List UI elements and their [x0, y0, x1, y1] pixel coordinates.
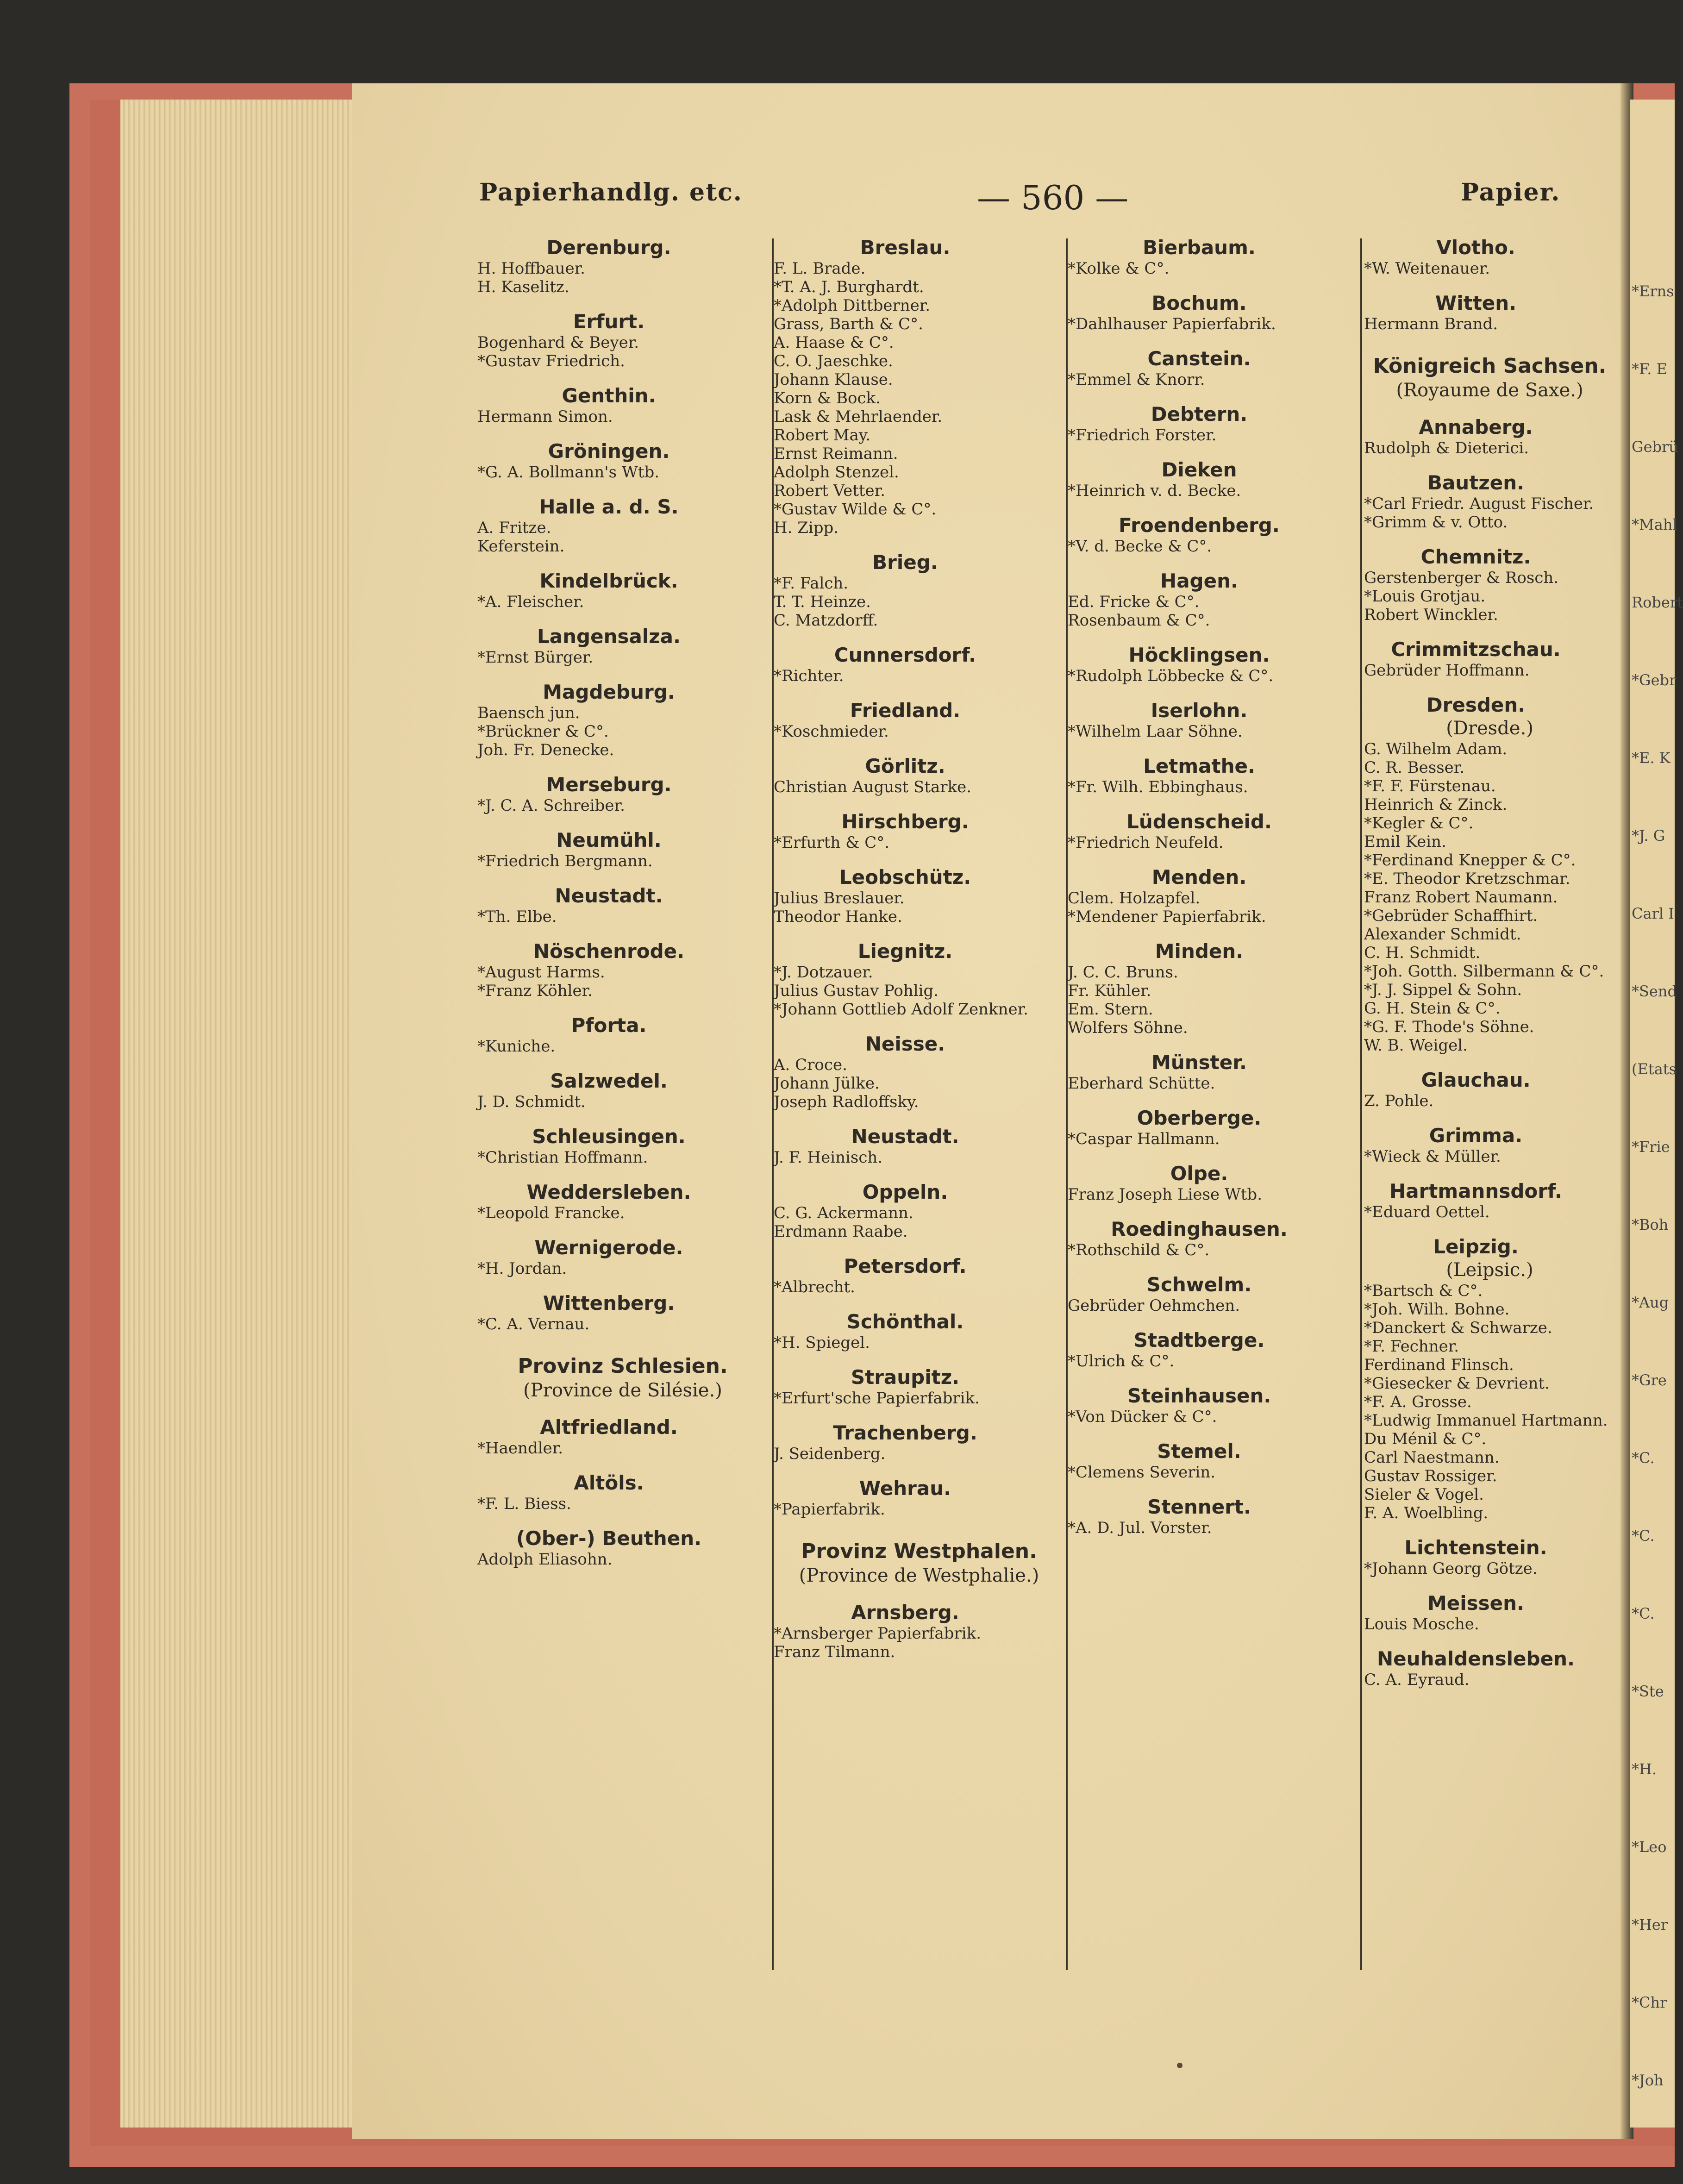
- firm-entry: Erdmann Raabe.: [774, 1222, 908, 1241]
- city-heading: Steinhausen.: [1127, 1384, 1271, 1407]
- city-heading: Gröningen.: [548, 440, 670, 463]
- firm-entry: Christian August Starke.: [774, 778, 972, 796]
- city-heading: Langensalza.: [537, 625, 681, 648]
- firm-entry: Adolph Stenzel.: [774, 463, 899, 482]
- city-heading: Oberberge.: [1137, 1107, 1262, 1129]
- city-heading: Höcklingsen.: [1128, 644, 1270, 666]
- city-heading: Breslau.: [860, 236, 951, 259]
- firm-entry: *Carl Friedr. August Fischer.: [1364, 494, 1594, 513]
- next-page-fragment: Carl I: [1632, 905, 1674, 922]
- firm-entry: *H. Jordan.: [477, 1259, 567, 1278]
- directory-column-4: [1361, 236, 1618, 1689]
- city-heading: Bochum.: [1151, 292, 1247, 314]
- firm-entry: *G. F. Thode's Söhne.: [1364, 1018, 1534, 1036]
- firm-entry: *F. Fechner.: [1364, 1337, 1459, 1356]
- city-heading: Kindelbrück.: [539, 569, 678, 592]
- firm-entry: Clem. Holzapfel.: [1068, 889, 1201, 907]
- city-heading: Görlitz.: [865, 755, 945, 777]
- firm-entry: *Danckert & Schwarze.: [1364, 1319, 1552, 1337]
- city-heading: Petersdorf.: [844, 1255, 967, 1277]
- next-page-fragment: *J. G: [1632, 827, 1665, 845]
- firm-entry: *Albrecht.: [774, 1278, 855, 1296]
- city-heading: Arnsberg.: [851, 1601, 959, 1624]
- city-heading: Grimma.: [1429, 1124, 1523, 1147]
- firm-entry: *Joh. Wilh. Bohne.: [1364, 1300, 1510, 1319]
- city-heading: Neumühl.: [556, 829, 662, 851]
- firm-entry: *Emmel & Knorr.: [1068, 370, 1205, 389]
- city-heading: Annaberg.: [1419, 416, 1533, 438]
- firm-entry: *Giesecker & Devrient.: [1364, 1374, 1550, 1393]
- firm-entry: *Mendener Papierfabrik.: [1068, 907, 1266, 926]
- firm-entry: J. F. Heinisch.: [774, 1148, 883, 1167]
- firm-entry: *Rothschild & C°.: [1068, 1241, 1210, 1259]
- directory-column-3: [1065, 236, 1361, 1537]
- page-number: — 560 —: [977, 178, 1129, 217]
- firm-entry: Franz Joseph Liese Wtb.: [1068, 1185, 1263, 1204]
- city-heading: Altfriedland.: [540, 1416, 678, 1439]
- firm-entry: *F. L. Biess.: [477, 1495, 571, 1513]
- firm-entry: *Wieck & Müller.: [1364, 1147, 1501, 1166]
- firm-entry: A. Croce.: [774, 1056, 847, 1074]
- province-subheading: (Province de Silésie.): [523, 1380, 722, 1401]
- city-heading: Roedinghausen.: [1111, 1218, 1288, 1240]
- next-page-fragment: *Mahl: [1632, 516, 1677, 533]
- firm-entry: F. A. Woelbling.: [1364, 1504, 1489, 1522]
- city-heading: Halle a. d. S.: [539, 495, 679, 518]
- firm-entry: Rosenbaum & C°.: [1068, 611, 1210, 630]
- firm-entry: *Ulrich & C°.: [1068, 1352, 1175, 1370]
- city-heading: Crimmitzschau.: [1391, 638, 1561, 661]
- firm-entry: Carl Naestmann.: [1364, 1448, 1500, 1467]
- firm-entry: J. C. C. Bruns.: [1068, 963, 1178, 982]
- city-heading: Neuhaldensleben.: [1377, 1647, 1575, 1670]
- province-heading: Königreich Sachsen.: [1373, 354, 1607, 378]
- firm-entry: *Louis Grotjau.: [1364, 587, 1486, 606]
- city-heading: Hartmannsdorf.: [1389, 1180, 1562, 1202]
- city-heading: Schwelm.: [1146, 1273, 1252, 1296]
- firm-entry: Robert Winckler.: [1364, 606, 1498, 624]
- city-heading: Hagen.: [1160, 569, 1238, 592]
- next-page-fragment: Gebrü: [1632, 438, 1678, 456]
- next-page-fragment: *Aug: [1632, 1294, 1669, 1311]
- city-heading: Genthin.: [562, 384, 656, 407]
- firm-entry: A. Haase & C°.: [774, 333, 894, 352]
- firm-entry: *Gustav Friedrich.: [477, 352, 625, 370]
- firm-entry: Du Ménil & C°.: [1364, 1430, 1487, 1448]
- city-heading: Bautzen.: [1427, 471, 1525, 494]
- city-heading: Glauchau.: [1421, 1069, 1531, 1091]
- city-heading: Froendenberg.: [1119, 514, 1280, 537]
- firm-entry: Gerstenberger & Rosch.: [1364, 569, 1559, 587]
- firm-entry: T. T. Heinze.: [774, 593, 871, 611]
- firm-entry: Em. Stern.: [1068, 1000, 1153, 1019]
- city-heading: Chemnitz.: [1420, 545, 1531, 568]
- firm-entry: *Caspar Hallmann.: [1068, 1130, 1220, 1148]
- province-heading: Provinz Westphalen.: [801, 1539, 1037, 1563]
- firm-entry: W. B. Weigel.: [1364, 1036, 1468, 1055]
- firm-entry: Fr. Kühler.: [1068, 982, 1151, 1000]
- city-heading: Debtern.: [1151, 403, 1248, 426]
- firm-entry: *Gebrüder Schaffhirt.: [1364, 907, 1538, 925]
- city-subheading: (Leipsic.): [1446, 1259, 1533, 1281]
- firm-entry: Bogenhard & Beyer.: [477, 333, 639, 352]
- next-page-fragment: *Gre: [1632, 1371, 1667, 1389]
- city-heading: Vlotho.: [1436, 236, 1515, 259]
- city-heading: Nöschenrode.: [533, 940, 685, 963]
- city-heading: Hirschberg.: [841, 810, 969, 833]
- firm-entry: *T. A. J. Burghardt.: [774, 278, 924, 296]
- firm-entry: Heinrich & Zinck.: [1364, 795, 1508, 814]
- firm-entry: *Eduard Oettel.: [1364, 1203, 1490, 1221]
- next-page-fragment: *Leo: [1632, 1838, 1667, 1856]
- firm-entry: Eberhard Schütte.: [1068, 1074, 1215, 1093]
- next-page-fragment: *Her: [1632, 1916, 1668, 1934]
- firm-entry: Theodor Hanke.: [774, 907, 902, 926]
- firm-entry: *Clemens Severin.: [1068, 1463, 1216, 1482]
- firm-entry: *J. C. A. Schreiber.: [477, 796, 625, 815]
- firm-entry: Joh. Fr. Denecke.: [477, 741, 614, 759]
- city-heading: Münster.: [1151, 1051, 1247, 1074]
- next-page-fragment: *Joh: [1632, 2071, 1664, 2089]
- city-heading: Meissen.: [1427, 1592, 1524, 1615]
- firm-entry: C. O. Jaeschke.: [774, 352, 893, 370]
- city-heading: Straupitz.: [851, 1366, 960, 1389]
- firm-entry: *Friedrich Bergmann.: [477, 852, 653, 870]
- firm-entry: Robert May.: [774, 426, 871, 444]
- firm-entry: *V. d. Becke & C°.: [1068, 537, 1212, 556]
- firm-entry: Ferdinand Flinsch.: [1364, 1356, 1514, 1374]
- city-heading: Weddersleben.: [526, 1181, 691, 1203]
- page-edges: [120, 100, 357, 2128]
- firm-entry: *F. A. Grosse.: [1364, 1393, 1472, 1411]
- firm-entry: Sieler & Vogel.: [1364, 1485, 1484, 1504]
- next-page-fragment: *Frie: [1632, 1138, 1670, 1156]
- firm-entry: Rudolph & Dieterici.: [1364, 439, 1529, 457]
- next-page-fragment: *Boh: [1632, 1216, 1669, 1233]
- firm-entry: *Brückner & C°.: [477, 722, 609, 741]
- firm-entry: *Leopold Francke.: [477, 1204, 625, 1222]
- city-heading: Trachenberg.: [833, 1421, 977, 1444]
- firm-entry: *F. Falch.: [774, 574, 849, 593]
- city-heading: (Ober-) Beuthen.: [516, 1527, 702, 1550]
- firm-entry: *Joh. Gotth. Silbermann & C°.: [1364, 962, 1604, 981]
- city-heading: Stennert.: [1147, 1496, 1251, 1518]
- city-subheading: (Dresde.): [1446, 718, 1533, 739]
- firm-entry: A. Fritze.: [477, 519, 551, 537]
- firm-entry: *Christian Hoffmann.: [477, 1148, 648, 1167]
- firm-entry: H. Kaselitz.: [477, 278, 569, 296]
- firm-entry: *August Harms.: [477, 963, 605, 982]
- firm-entry: Gebrüder Hoffmann.: [1364, 661, 1530, 680]
- firm-entry: *Von Dücker & C°.: [1068, 1408, 1217, 1426]
- firm-entry: *Koschmieder.: [774, 722, 889, 741]
- firm-entry: Wolfers Söhne.: [1068, 1019, 1188, 1037]
- province-subheading: (Province de Westphalie.): [799, 1565, 1039, 1586]
- firm-entry: *Johann Gottlieb Adolf Zenkner.: [774, 1000, 1028, 1019]
- next-page-edge: [1630, 100, 1683, 2128]
- firm-entry: Joseph Radloffsky.: [774, 1093, 919, 1111]
- next-page-fragment: Robert: [1632, 594, 1683, 611]
- firm-entry: Emil Kein.: [1364, 832, 1446, 851]
- city-heading: Neustadt.: [851, 1125, 959, 1148]
- firm-entry: Lask & Mehrlaender.: [774, 407, 943, 426]
- firm-entry: *Haendler.: [477, 1439, 563, 1458]
- city-heading: Altöls.: [574, 1471, 644, 1494]
- firm-entry: Alexander Schmidt.: [1364, 925, 1521, 944]
- running-header-right: Papier.: [1461, 178, 1561, 207]
- directory-column-1: [475, 236, 771, 1569]
- firm-entry: *Grimm & v. Otto.: [1364, 513, 1508, 532]
- next-page-fragment: *C.: [1632, 1449, 1655, 1467]
- firm-entry: *F. F. Fürstenau.: [1364, 777, 1496, 795]
- firm-entry: *Arnsberger Papierfabrik.: [774, 1624, 982, 1643]
- firm-entry: *H. Spiegel.: [774, 1333, 870, 1352]
- firm-entry: J. D. Schmidt.: [477, 1093, 586, 1111]
- firm-entry: Julius Breslauer.: [774, 889, 905, 907]
- firm-entry: H. Zipp.: [774, 519, 839, 537]
- running-header-left: Papierhandlg. etc.: [479, 178, 743, 207]
- firm-entry: C. R. Besser.: [1364, 758, 1465, 777]
- firm-entry: *Johann Georg Götze.: [1364, 1559, 1538, 1578]
- firm-entry: Robert Vetter.: [774, 482, 886, 500]
- next-page-fragment: (Etats: [1632, 1060, 1677, 1078]
- firm-entry: *Ernst Bürger.: [477, 648, 594, 667]
- firm-entry: *A. Fleischer.: [477, 593, 584, 611]
- directory-column-2: [771, 236, 1067, 1661]
- city-heading: Brieg.: [872, 551, 938, 574]
- firm-entry: Franz Robert Naumann.: [1364, 888, 1558, 907]
- city-heading: Neustadt.: [555, 884, 663, 907]
- city-heading: Erfurt.: [573, 310, 645, 333]
- city-heading: Stemel.: [1157, 1440, 1241, 1463]
- firm-entry: Adolph Eliasohn.: [477, 1550, 613, 1569]
- city-heading: Lüdenscheid.: [1126, 810, 1272, 833]
- city-heading: Minden.: [1155, 940, 1244, 963]
- firm-entry: *Rudolph Löbbecke & C°.: [1068, 667, 1274, 685]
- firm-entry: *Kuniche.: [477, 1037, 556, 1056]
- city-heading: Canstein.: [1147, 347, 1251, 370]
- firm-entry: *Th. Elbe.: [477, 907, 557, 926]
- city-heading: Leobschütz.: [839, 866, 971, 889]
- firm-entry: H. Hoffbauer.: [477, 259, 585, 278]
- firm-entry: *Friedrich Forster.: [1068, 426, 1217, 444]
- firm-entry: Ernst Reimann.: [774, 444, 898, 463]
- next-page-fragment: *C.: [1632, 1605, 1655, 1622]
- firm-entry: Julius Gustav Pohlig.: [774, 982, 939, 1000]
- firm-entry: *Fr. Wilh. Ebbinghaus.: [1068, 778, 1248, 796]
- city-heading: Derenburg.: [546, 236, 671, 259]
- city-heading: Leipzig.: [1433, 1235, 1519, 1258]
- city-heading: Neisse.: [865, 1033, 945, 1055]
- firm-entry: *Bartsch & C°.: [1364, 1282, 1483, 1300]
- city-heading: Pforta.: [571, 1014, 647, 1037]
- city-heading: Iserlohn.: [1151, 699, 1248, 722]
- firm-entry: C. H. Schmidt.: [1364, 944, 1481, 962]
- firm-entry: *Erfurth & C°.: [774, 833, 890, 852]
- city-heading: Wehrau.: [859, 1477, 951, 1500]
- firm-entry: *J. J. Sippel & Sohn.: [1364, 981, 1522, 999]
- city-heading: Dieken: [1161, 458, 1237, 481]
- city-heading: Dresden.: [1426, 694, 1526, 716]
- firm-entry: *J. Dotzauer.: [774, 963, 873, 982]
- firm-entry: *Papierfabrik.: [774, 1500, 885, 1519]
- firm-entry: Franz Tilmann.: [774, 1643, 895, 1661]
- firm-entry: *Friedrich Neufeld.: [1068, 833, 1224, 852]
- city-heading: Wernigerode.: [534, 1236, 683, 1259]
- city-heading: Cunnersdorf.: [834, 644, 976, 666]
- firm-entry: *Adolph Dittberner.: [774, 296, 931, 315]
- city-heading: Oppeln.: [862, 1181, 948, 1203]
- firm-entry: *Kolke & C°.: [1068, 259, 1170, 278]
- city-heading: Salzwedel.: [550, 1070, 668, 1092]
- firm-entry: *Ferdinand Knepper & C°.: [1364, 851, 1576, 870]
- city-heading: Stadtberge.: [1133, 1329, 1265, 1352]
- city-heading: Friedland.: [850, 699, 961, 722]
- firm-entry: *W. Weitenauer.: [1364, 259, 1490, 278]
- city-heading: Olpe.: [1170, 1162, 1228, 1185]
- next-page-fragment: *H.: [1632, 1760, 1657, 1778]
- firm-entry: G. H. Stein & C°.: [1364, 999, 1501, 1018]
- firm-entry: Gustav Rossiger.: [1364, 1467, 1497, 1485]
- firm-entry: Johann Jülke.: [774, 1074, 880, 1093]
- firm-entry: F. L. Brade.: [774, 259, 866, 278]
- city-heading: Witten.: [1435, 292, 1517, 314]
- city-heading: Liegnitz.: [857, 940, 953, 963]
- city-heading: Wittenberg.: [543, 1292, 675, 1314]
- next-page-fragment: *Ste: [1632, 1683, 1664, 1700]
- firm-entry: Johann Klause.: [774, 370, 893, 389]
- firm-entry: Louis Mosche.: [1364, 1615, 1479, 1633]
- firm-entry: *Franz Köhler.: [477, 982, 593, 1000]
- firm-entry: *Dahlhauser Papierfabrik.: [1068, 315, 1276, 333]
- next-page-fragment: *Send: [1632, 982, 1677, 1000]
- firm-entry: *A. D. Jul. Vorster.: [1068, 1519, 1212, 1537]
- next-page-fragment: *Chr: [1632, 1994, 1667, 2011]
- city-heading: Schleusingen.: [532, 1125, 686, 1148]
- next-page-fragment: *Gebr: [1632, 671, 1677, 689]
- city-heading: Bierbaum.: [1143, 236, 1256, 259]
- city-heading: Letmathe.: [1143, 755, 1255, 777]
- firm-entry: Keferstein.: [477, 537, 565, 556]
- firm-entry: Baensch jun.: [477, 704, 580, 722]
- firm-entry: G. Wilhelm Adam.: [1364, 740, 1508, 758]
- firm-entry: C. Matzdorff.: [774, 611, 878, 630]
- firm-entry: *C. A. Vernau.: [477, 1315, 590, 1333]
- firm-entry: Hermann Brand.: [1364, 315, 1498, 333]
- firm-entry: *E. Theodor Kretzschmar.: [1364, 870, 1570, 888]
- firm-entry: *Ludwig Immanuel Hartmann.: [1364, 1411, 1608, 1430]
- firm-entry: *Richter.: [774, 667, 844, 685]
- firm-entry: *Wilhelm Laar Söhne.: [1068, 722, 1243, 741]
- city-heading: Magdeburg.: [543, 681, 675, 703]
- province-heading: Provinz Schlesien.: [518, 1354, 728, 1378]
- firm-entry: Grass, Barth & C°.: [774, 315, 923, 333]
- city-heading: Schönthal.: [846, 1310, 964, 1333]
- next-page-fragment: *Erns: [1632, 282, 1674, 300]
- city-heading: Lichtenstein.: [1404, 1536, 1547, 1559]
- firm-entry: *Gustav Wilde & C°.: [774, 500, 937, 519]
- city-heading: Merseburg.: [546, 773, 672, 796]
- firm-entry: Hermann Simon.: [477, 407, 613, 426]
- firm-entry: C. G. Ackermann.: [774, 1204, 913, 1222]
- next-page-fragment: *E. K: [1632, 749, 1670, 767]
- ink-dot: [1177, 2063, 1182, 2068]
- firm-entry: J. Seidenberg.: [774, 1445, 886, 1463]
- firm-entry: Z. Pohle.: [1364, 1092, 1434, 1110]
- firm-entry: Gebrüder Oehmchen.: [1068, 1296, 1240, 1315]
- firm-entry: *Erfurt'sche Papierfabrik.: [774, 1389, 980, 1408]
- firm-entry: *Heinrich v. d. Becke.: [1068, 482, 1241, 500]
- city-heading: Menden.: [1151, 866, 1247, 889]
- next-page-fragment: *F. E: [1632, 360, 1667, 378]
- firm-entry: *Kegler & C°.: [1364, 814, 1474, 832]
- firm-entry: Korn & Bock.: [774, 389, 881, 407]
- firm-entry: C. A. Eyraud.: [1364, 1671, 1470, 1689]
- province-subheading: (Royaume de Saxe.): [1396, 380, 1583, 401]
- next-page-fragment: *C.: [1632, 1527, 1655, 1545]
- firm-entry: *G. A. Bollmann's Wtb.: [477, 463, 660, 482]
- firm-entry: Ed. Fricke & C°.: [1068, 593, 1200, 611]
